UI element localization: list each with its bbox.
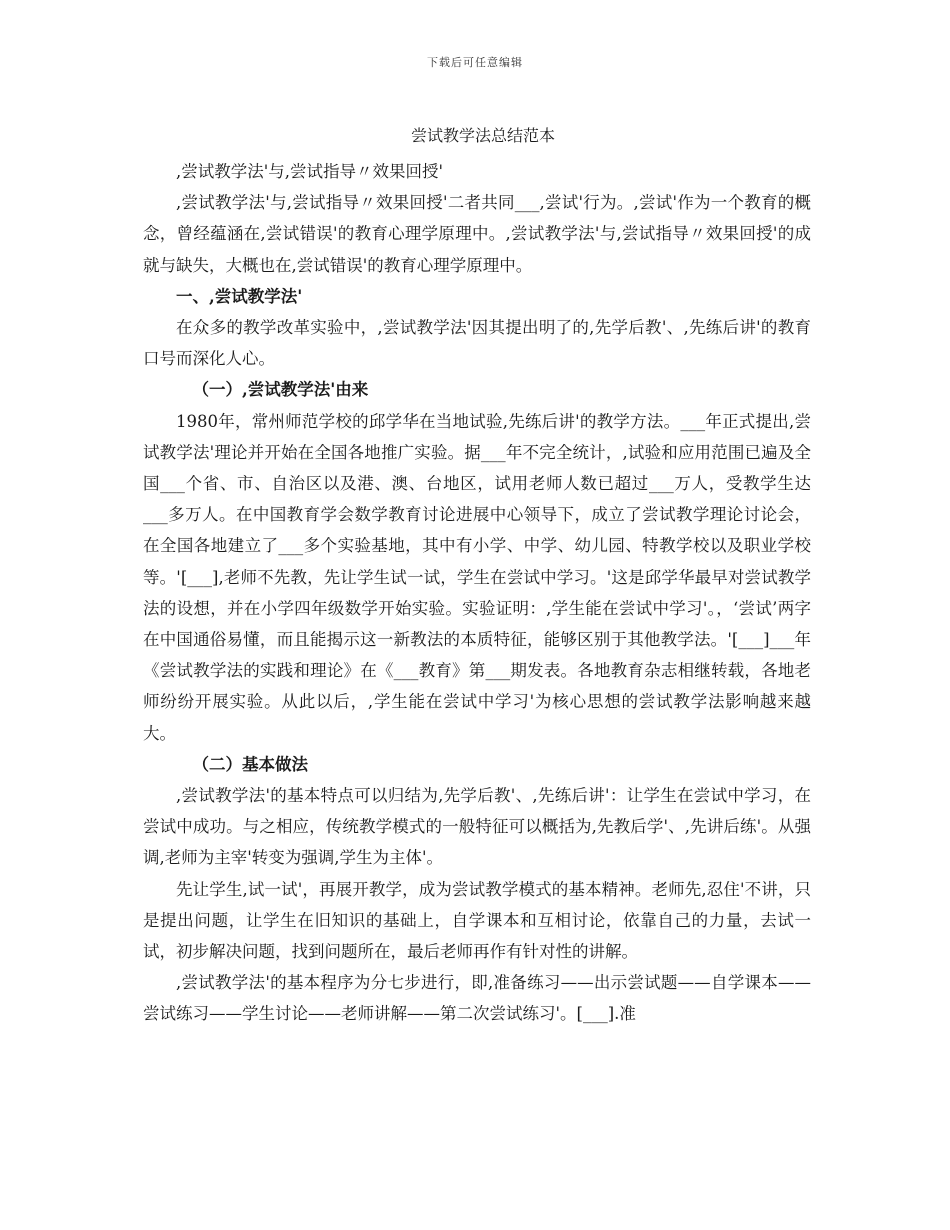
subsection-heading-origin: （一）,尝试教学法'由来 [192, 380, 369, 400]
paragraph-intro: ,尝试教学法'与,尝试指导〃效果回授'二者共同___,尝试'行为。,尝试'作为一个教育的概念，曾经蕴涵在,尝试错误'的教育心理学原理中。,尝试教学法'与,尝试指导〃效果回授'的成就与缺失，大概也在,尝试错误'的教育心理学原理中。 [143, 193, 811, 275]
paragraph-method-2: 先让学生,试一试'，再展开教学，成为尝试教学模式的基本精神。老师先,忍住'不讲，只是提出问题，让学生在旧知识的基础上，自学课本和互相讨论，依靠自己的力量，去试一试，初步解决问题，找到问题所在，最后老师再作有针对性的讲解。 [143, 879, 811, 962]
paragraph-method-3: ,尝试教学法'的基本程序为分七步进行，即,准备练习——出示尝试题——自学课本——尝试练习——学生讨论——老师讲解——第二次尝试练习'。[___].准 [143, 973, 811, 1024]
section-heading-1: 一、,尝试教学法' [176, 286, 303, 306]
document-title: 尝试教学法总结范本 [410, 126, 555, 145]
paragraph-subtitle-line: ,尝试教学法'与,尝试指导〃效果回授' [176, 162, 444, 181]
subsection-heading-method: （二）基本做法 [192, 754, 308, 774]
paragraph-method-1: ,尝试教学法'的基本特点可以归结为,先学后教'、,先练后讲'：让学生在尝试中学习，在尝试中成功。与之相应，传统教学模式的一般特征可以概括为,先教后学'、,先讲后练'。从强调,老师为主宰'转变为强调,学生为主体'。 [143, 786, 811, 868]
paragraph-origin: 1980年，常州师范学校的邱学华在当地试验,先练后讲'的教学方法。___年正式提出,尝试教学法'理论并开始在全国各地推广实验。据___年不完全统计，,试验和应用范围已遍及全国___个省、市、自治区以及港、澳、台地区，试用老师人数已超过___万人，受教学生达___多万人。在中国教育学会数学教育讨论进展中心领导下，成立了尝试教学理论讨论会，在全国各地建立了___多个实验基地，其中有小学、中学、幼儿园、特教学校以及职业学校等。'[___],老师不先教，先让学生试一试，学生在尝试中学习。'这是邱学华最早对尝试教学法的设想，并在小学四年级数学开始实验。实验证明：,学生能在尝试中学习'。，‘尝试’两字在中国通俗易懂，而且能揭示这一新教法的本质特征，能够区别于其他教学法。'[___]___年《尝试教学法的实践和理论》在《___教育》第___期发表。各地教育杂志相继转载，各地老师纷纷开展实验。从此以后，,学生能在尝试中学习'为核心思想的尝试教学法影响越来越大。 [143, 411, 811, 743]
paragraph-section-1: 在众多的教学改革实验中，,尝试教学法'因其提出明了的,先学后教'、,先练后讲'的教育口号而深化人心。 [143, 318, 811, 369]
header-note: 下载后可任意编辑 [427, 56, 523, 69]
document-body [143, 122, 811, 1030]
